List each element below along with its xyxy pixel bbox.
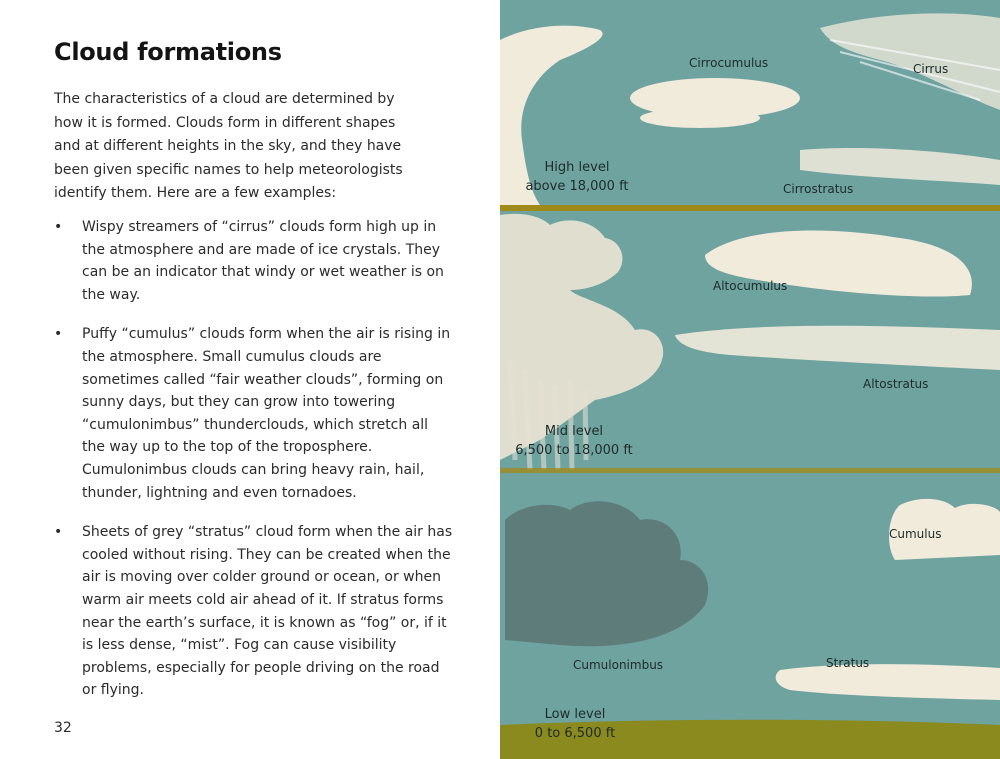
- label-cirrocumulus: Cirrocumulus: [689, 56, 769, 70]
- label-altocumulus: Altocumulus: [713, 279, 788, 293]
- label-cirrus: Cirrus: [913, 62, 949, 76]
- level-mid-name: Mid level: [544, 424, 604, 439]
- level-high-range: above 18,000 ft: [525, 179, 629, 194]
- bullet-marker: •: [54, 326, 63, 343]
- label-cirrostratus: Cirrostratus: [783, 182, 854, 196]
- cirrus-cloud: [820, 13, 1000, 110]
- stratus-cloud: [776, 664, 1000, 700]
- bullet-marker: •: [54, 524, 63, 541]
- label-cumulonimbus: Cumulonimbus: [573, 658, 664, 672]
- list-item-stratus: [54, 521, 454, 702]
- cumulonimbus-cloud: [505, 501, 708, 646]
- list-item-cumulus: [54, 323, 454, 504]
- list-item-cirrus: [54, 216, 454, 306]
- level-low-name: Low level: [544, 707, 606, 722]
- level-low-range: 0 to 6,500 ft: [534, 726, 616, 741]
- bullet-text: Wispy streamers of “cirrus” clouds form high up in the atmosphere and are made of ice crystals. They can be an indicator that windy or wet weather is on the way.: [82, 219, 444, 303]
- label-stratus: Stratus: [826, 656, 870, 670]
- level-high: [522, 160, 632, 194]
- bullet-text: Puffy “cumulus” clouds form when the air is rising in the atmosphere. Small cumulus clouds are sometimes called “fair weather clouds”, forming on sunny days, but they can grow into towering “cumulonimbus” thunderclouds, which stretch all the way up to the top of the troposphere. Cumulonimbus clouds can bring heavy rain, hail, thunder, lightning and even tornadoes.: [82, 326, 451, 501]
- divider-high: [500, 205, 1000, 211]
- label-cumulus: Cumulus: [889, 527, 942, 541]
- altostratus-cloud: [675, 326, 1000, 370]
- divider-mid: [500, 468, 1000, 473]
- level-mid-range: 6,500 to 18,000 ft: [515, 443, 633, 458]
- level-mid: [514, 424, 634, 458]
- cirrocumulus-cloud: [630, 78, 800, 128]
- bullet-text: Sheets of grey “stratus” cloud form when the air has cooled without rising. They can be created when the air is moving over colder ground or ocean, or when warm air meets cold air ahead of it. If stratus forms near the earth’s surface, it is known as “fog” or, if it is less dense, “mist”. Fog can cause visibility problems, especially for people driving on the road or flying.: [82, 524, 453, 699]
- bullet-marker: •: [54, 219, 63, 235]
- label-altostratus: Altostratus: [863, 377, 929, 391]
- cloud-illustration: [500, 0, 1000, 759]
- intro-paragraph: The characteristics of a cloud are determined by how it is formed. Clouds form in different shapes and at different heights in the sky, and they have been given specific names to help meteorologists identify them. Here are a few examples:: [54, 91, 403, 201]
- page-number: 32: [54, 720, 72, 736]
- bullet-list: [54, 216, 454, 719]
- level-high-name: High level: [544, 160, 610, 175]
- page-title: Cloud formations: [54, 38, 282, 66]
- level-low: [515, 707, 635, 741]
- cirrostratus-cloud: [800, 148, 1000, 185]
